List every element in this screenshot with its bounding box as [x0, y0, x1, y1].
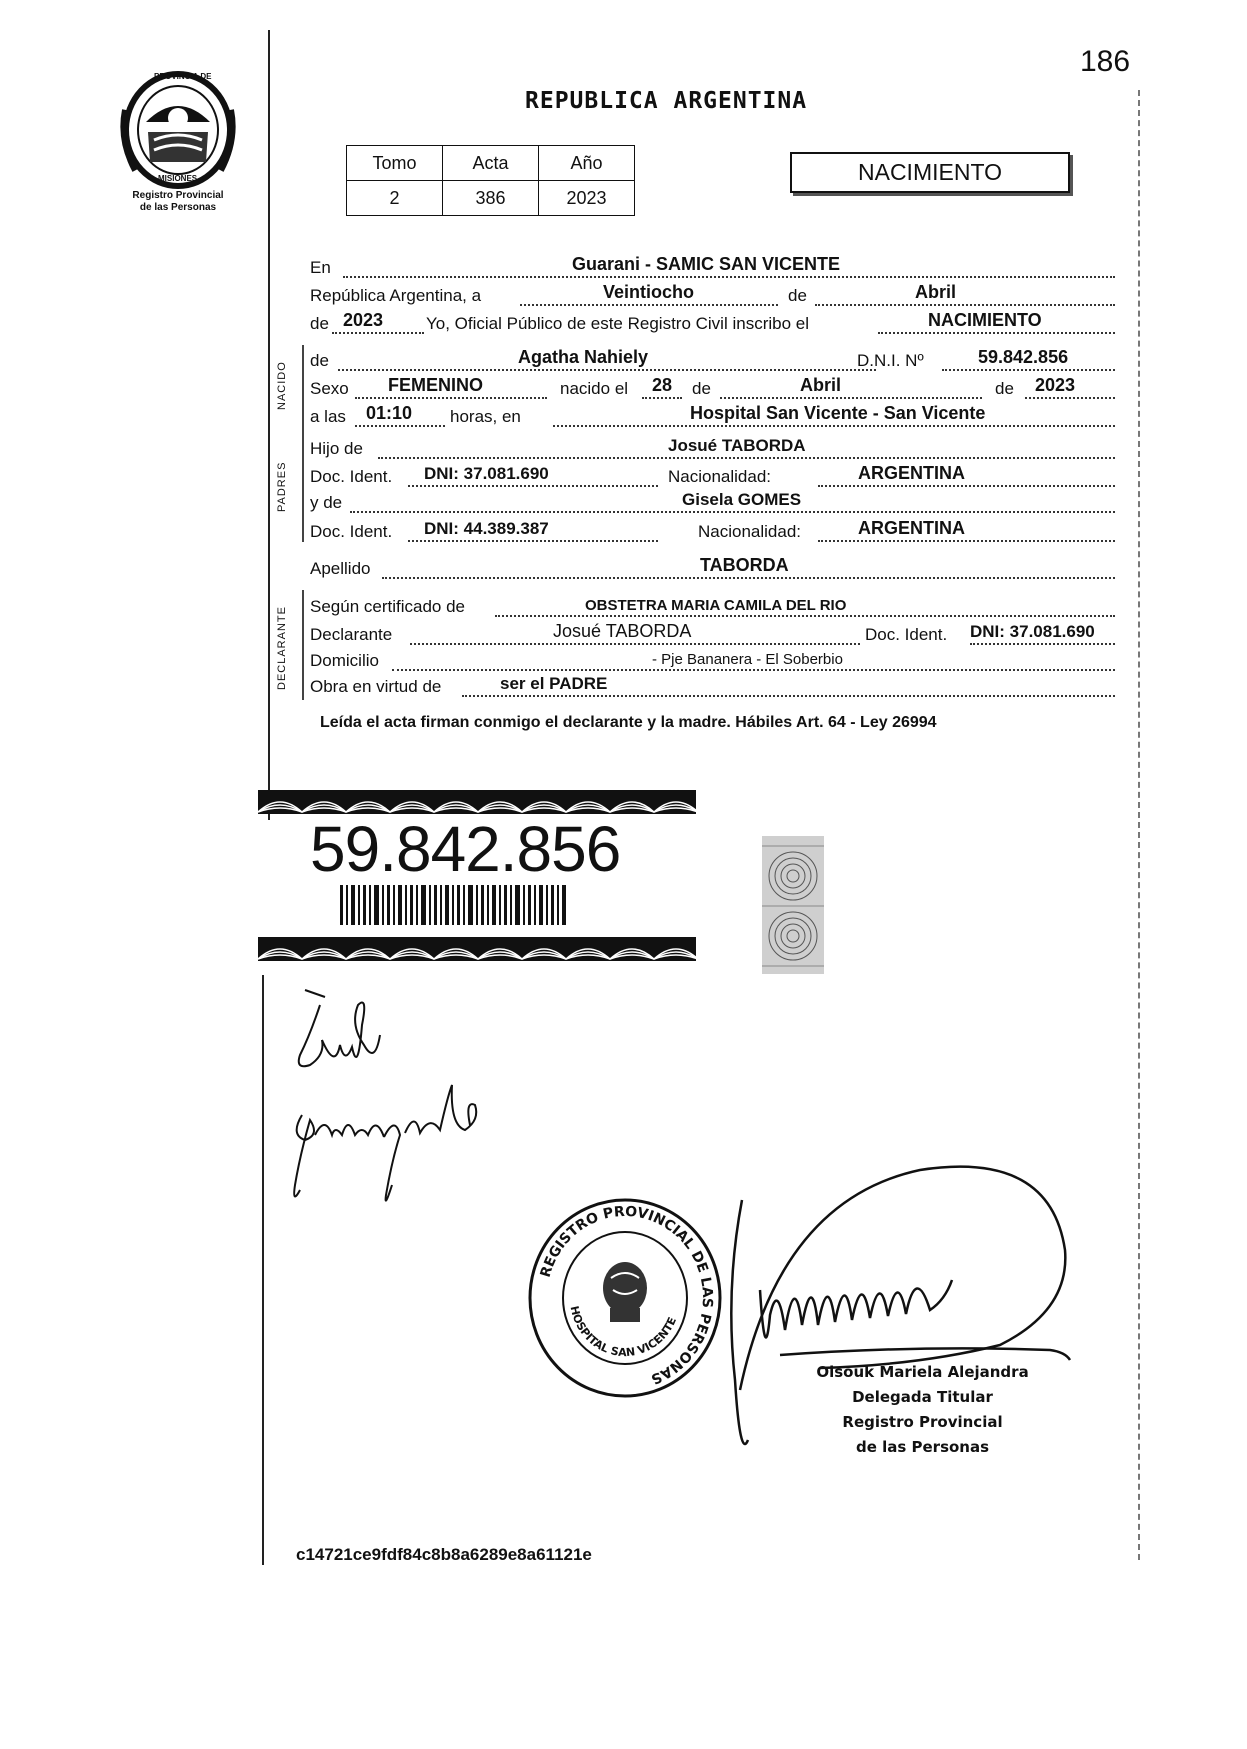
signer-organization-2: de las Personas [855, 1438, 990, 1456]
birth-time-value: 01:10 [366, 403, 413, 423]
section-rule-declarant [302, 590, 304, 700]
line-acting-as [310, 671, 1115, 701]
de-label: de [788, 286, 807, 305]
left-margin-rule [268, 30, 270, 820]
address-label: Domicilio [310, 651, 379, 670]
official-seal [525, 1198, 725, 1403]
volume-table [346, 145, 635, 216]
father-doc-value: DNI: 37.081.690 [424, 464, 549, 483]
document-hash: c14721ce9fdf84c8b8a6289e8a61121e [296, 1545, 592, 1564]
legal-note: Leída el acta firman conmigo el declarante y la madre. Hábiles Art. 64 - Ley 26994 [320, 714, 937, 731]
child-of-label: Hijo de [310, 439, 363, 458]
child-dni-value: 59.842.856 [978, 347, 1069, 367]
line-surname [310, 553, 1115, 583]
section-label-parents: PADRES [276, 461, 288, 512]
section-rule-born [302, 345, 304, 433]
born-de-label-2: de [692, 379, 711, 398]
year-value: 2023 [343, 310, 384, 330]
seal-bottom-text: MISIONES [158, 174, 198, 183]
signer-block [805, 1360, 1040, 1460]
surname-value: TABORDA [700, 555, 789, 575]
and-label: y de [310, 493, 343, 512]
volume-header-acta: Acta [443, 146, 539, 181]
line-event [310, 308, 1115, 338]
line-date [310, 280, 1115, 310]
line-father-name [310, 433, 1115, 463]
nationality-label-2: Nacionalidad: [698, 522, 802, 541]
hours-label: horas, en [450, 407, 521, 426]
declarant-doc-value: DNI: 37.081.690 [970, 622, 1095, 641]
father-name-value: Josué TABORDA [668, 436, 806, 455]
officer-text: Yo, Oficial Público de este Registro Civil inscribo el [426, 314, 809, 333]
address-value: - Pje Bananera - El Soberbio [652, 651, 843, 668]
id-number-large: 59.842.856 [310, 813, 621, 885]
right-margin-rule [1138, 90, 1140, 1560]
birth-day-value: 28 [652, 375, 673, 395]
signer-organization: Registro Provincial [842, 1413, 1003, 1431]
certificate-label: Según certificado de [310, 597, 465, 616]
line-mother-doc [310, 516, 1115, 546]
volume-header-tomo: Tomo [347, 146, 443, 181]
doc-label-2: Doc. Ident. [310, 522, 393, 541]
year-prefix-label: de [310, 314, 329, 333]
line-born-sex-date [310, 373, 1115, 403]
dni-label: D.N.I. Nº [857, 351, 924, 370]
acting-as-value: ser el PADRE [500, 674, 608, 693]
section-label-declarant: DECLARANTE [276, 606, 288, 690]
place-value: Guarani - SAMIC SAN VICENTE [572, 254, 841, 274]
event-value: NACIMIENTO [928, 310, 1042, 330]
barcode [340, 885, 580, 930]
father-signature-icon [280, 985, 520, 1210]
page-number: 186 [1080, 45, 1131, 78]
record-type-box: NACIMIENTO [790, 152, 1070, 193]
seal-ring-text: REGISTRO PROVINCIAL DE LAS PERSONAS [537, 1203, 716, 1387]
registry-caption-line-1: Registro Provincial [132, 190, 224, 201]
declarant-label: Declarante [310, 625, 393, 644]
mother-name-value: Gisela GOMES [682, 490, 802, 509]
sex-value: FEMENINO [388, 375, 484, 395]
certificate-by-value: OBSTETRA MARIA CAMILA DEL RIO [585, 597, 847, 614]
mother-doc-value: DNI: 44.389.387 [424, 519, 549, 538]
sex-label: Sexo [310, 379, 349, 398]
section-label-born: NACIDO [276, 361, 288, 410]
seal-top-text: PROVINCIA DE [154, 72, 212, 81]
country-title: REPUBLICA ARGENTINA [525, 88, 808, 114]
surname-label: Apellido [310, 559, 371, 578]
volume-value-acta: 386 [443, 181, 539, 216]
nationality-label: Nacionalidad: [668, 467, 772, 486]
line-place [310, 252, 1115, 282]
republic-label: República Argentina, a [310, 286, 482, 305]
seal-inner-text: HOSPITAL SAN VICENTE [567, 1304, 680, 1360]
at-label: a las [310, 407, 346, 426]
born-de-label: de [310, 351, 329, 370]
section-rule-parents [302, 432, 304, 542]
security-hologram [762, 836, 824, 979]
child-name-value: Agatha Nahiely [518, 347, 649, 367]
signer-title: Delegada Titular [852, 1388, 993, 1406]
mother-nationality-value: ARGENTINA [858, 518, 965, 538]
registry-caption-line-2: de las Personas [139, 202, 217, 213]
parent-signatures [280, 985, 520, 1215]
en-label: En [310, 258, 331, 277]
line-born-time-place [310, 401, 1115, 431]
province-seal-logo [118, 70, 238, 190]
line-certificate [310, 591, 1115, 621]
left-margin-rule-lower [262, 975, 264, 1565]
signer-name: Olsouk Mariela Alejandra [816, 1363, 1029, 1381]
volume-header-anio: Año [539, 146, 635, 181]
declarant-name-value: Josué TABORDA [553, 621, 692, 641]
dotted-leader [815, 302, 1115, 306]
security-band-bottom [258, 937, 696, 961]
acting-label: Obra en virtud de [310, 677, 442, 696]
birth-month-value: Abril [800, 375, 842, 395]
birth-place-value: Hospital San Vicente - San Vicente [690, 403, 986, 423]
birth-year-value: 2023 [1035, 375, 1076, 395]
doc-label: Doc. Ident. [310, 467, 393, 486]
line-born-name [310, 345, 1115, 375]
father-nationality-value: ARGENTINA [858, 463, 965, 483]
declarant-doc-label: Doc. Ident. [865, 625, 948, 644]
volume-value-tomo: 2 [347, 181, 443, 216]
born-on-label: nacido el [560, 379, 629, 398]
security-band-top [258, 790, 696, 814]
volume-value-anio: 2023 [539, 181, 635, 216]
dotted-leader [720, 395, 982, 399]
line-mother-name [310, 487, 1115, 517]
month-value: Abril [915, 282, 957, 302]
registry-caption [108, 190, 248, 214]
born-de-label-3: de [995, 379, 1014, 398]
day-words-value: Veintiocho [603, 282, 695, 302]
